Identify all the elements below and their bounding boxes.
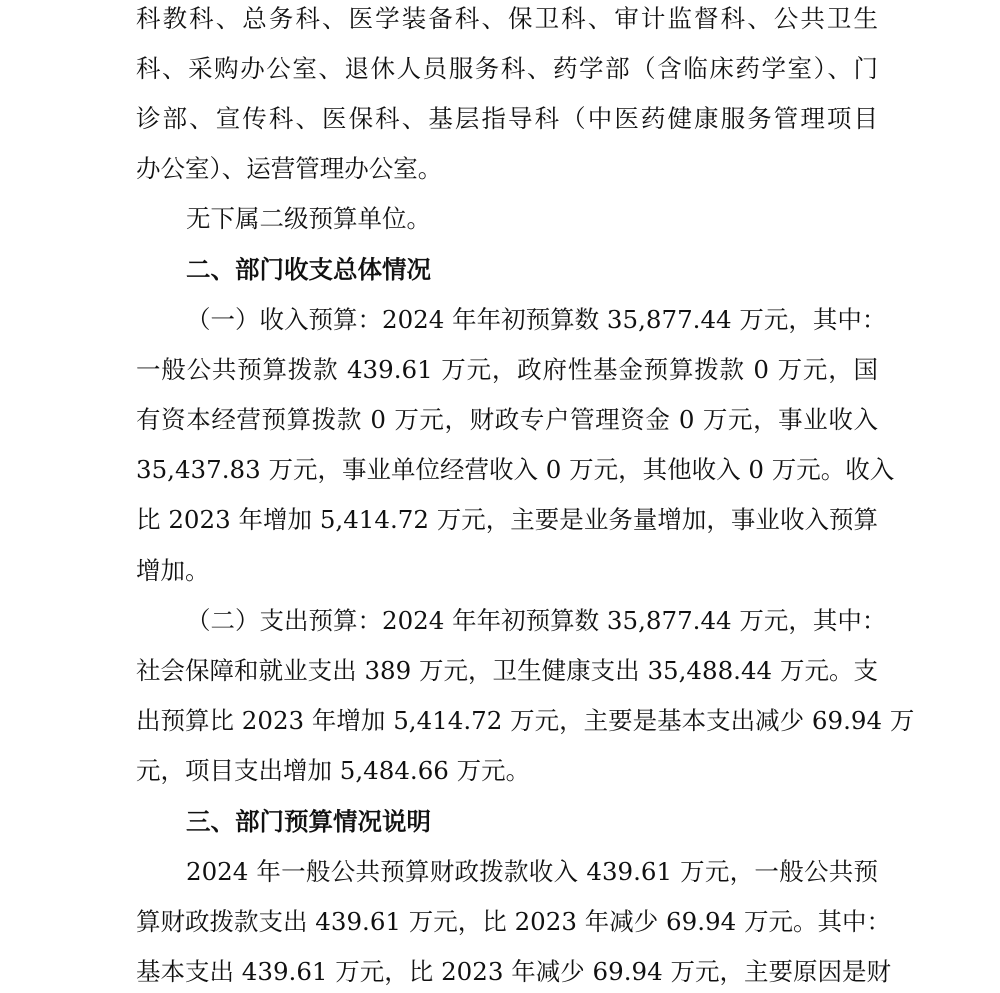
body-text-line: 2024 年一般公共预算财政拨款收入 439.61 万元，一般公共预 bbox=[186, 857, 878, 886]
body-text-line: 科、采购办公室、退休人员服务科、药学部（含临床药学室）、门 bbox=[136, 54, 878, 83]
body-text-line: （二）支出预算：2024 年年初预算数 35,877.44 万元，其中： bbox=[186, 606, 887, 635]
body-text-line: 办公室）、运营管理办公室。 bbox=[136, 154, 443, 183]
body-text-line: 科教科、总务科、医学装备科、保卫科、审计监督科、公共卫生 bbox=[136, 4, 878, 33]
body-text-line: 出预算比 2023 年增加 5,414.72 万元，主要是基本支出减少 69.94 万 bbox=[136, 706, 915, 735]
body-text-line: 有资本经营预算拨款 0 万元，财政专户管理资金 0 万元，事业收入 bbox=[136, 405, 878, 434]
body-text-line: 一般公共预算拨款 439.61 万元，政府性基金预算拨款 0 万元，国 bbox=[136, 355, 878, 384]
body-text-line: 基本支出 439.61 万元，比 2023 年减少 69.94 万元，主要原因是财 bbox=[136, 957, 891, 986]
body-text-line: 比 2023 年增加 5,414.72 万元，主要是业务量增加，事业收入预算 bbox=[136, 505, 878, 534]
body-text-line: 增加。 bbox=[136, 556, 210, 585]
body-text-line: 元，项目支出增加 5,484.66 万元。 bbox=[136, 756, 531, 785]
body-text-line: 诊部、宣传科、医保科、基层指导科（中医药健康服务管理项目 bbox=[136, 104, 878, 133]
body-text-line: 无下属二级预算单位。 bbox=[186, 204, 431, 233]
body-text-line: 35,437.83 万元，事业单位经营收入 0 万元，其他收入 0 万元。收入 bbox=[136, 455, 895, 484]
body-text-line: 社会保障和就业支出 389 万元，卫生健康支出 35,488.44 万元。支 bbox=[136, 656, 878, 685]
section-heading: 三、部门预算情况说明 bbox=[186, 807, 431, 836]
section-heading: 二、部门收支总体情况 bbox=[186, 255, 431, 284]
body-text-line: 算财政拨款支出 439.61 万元，比 2023 年减少 69.94 万元。其中： bbox=[136, 907, 891, 936]
body-text-line: （一）收入预算：2024 年年初预算数 35,877.44 万元，其中： bbox=[186, 305, 887, 334]
